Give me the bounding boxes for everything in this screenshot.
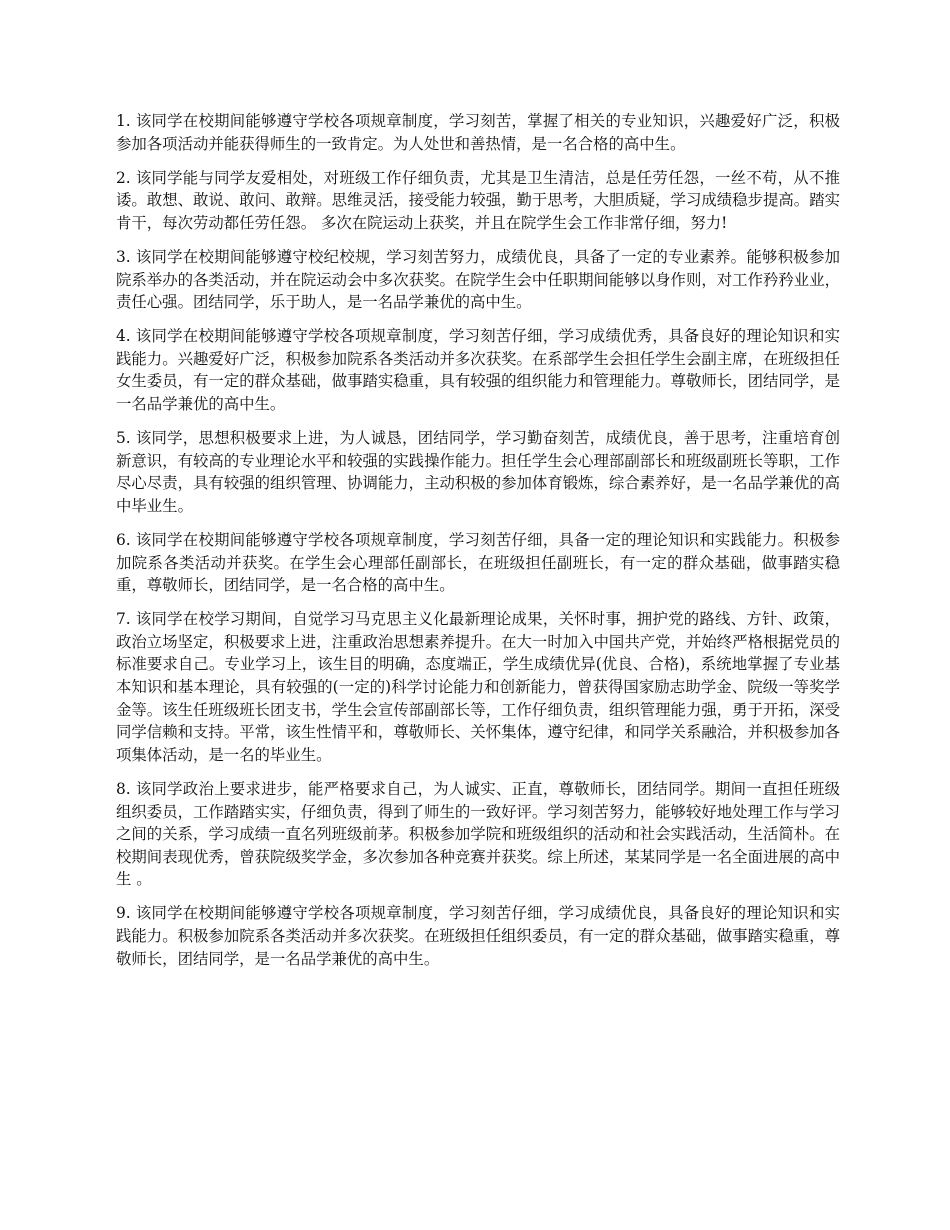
comment-paragraph-1: 1. 该同学在校期间能够遵守学校各项规章制度，学习刻苦，掌握了相关的专业知识，兴趣爱好广泛，积极参加各项活动并能获得师生的一致肯定。为人处世和善热情，是一名合格的高中生。: [116, 112, 840, 153]
comment-paragraph-9: 9. 该同学在校期间能够遵守学校各项规章制度，学习刻苦仔细，学习成绩优良，具备良好的理论知识和实践能力。积极参加院系各类活动并多次获奖。在班级担任组织委员，有一定的群众基础，做事踏实稳重，尊敬师长，团结同学，是一名品学兼优的高中生。: [116, 904, 840, 968]
comment-paragraph-8: 8. 该同学政治上要求进步，能严格要求自己，为人诚实、正直，尊敬师长，团结同学。期间一直担任班级组织委员，工作踏踏实实，仔细负责，得到了师生的一致好评。学习刻苦努力，能够较好地处理工作与学习之间的关系，学习成绩一直名列班级前茅。积极参加学院和班级组织的活动和社会实践活动，生活简朴。在校期间表现优秀，曾获院级奖学金，多次参加各种竞赛并获奖。综上所述，某某同学是一名全面进展的高中生 。: [116, 779, 840, 889]
comment-paragraph-6: 6. 该同学在校期间能够遵守学校各项规章制度，学习刻苦仔细，具备一定的理论知识和实践能力。积极参加院系各类活动并获奖。在学生会心理部任副部长，在班级担任副班长，有一定的群众基础，做事踏实稳重，尊敬师长，团结同学，是一名合格的高中生。: [116, 531, 840, 595]
comment-paragraph-4: 4. 该同学在校期间能够遵守学校各项规章制度，学习刻苦仔细，学习成绩优秀，具备良好的理论知识和实践能力。兴趣爱好广泛，积极参加院系各类活动并多次获奖。在系部学生会担任学生会副主席，在班级担任女生委员，有一定的群众基础，做事踏实稳重，具有较强的组织能力和管理能力。尊敬师长，团结同学，是一名品学兼优的高中生。: [116, 327, 840, 414]
comment-paragraph-5: 5. 该同学，思想积极要求上进，为人诚恳，团结同学，学习勤奋刻苦，成绩优良，善于思考，注重培育创新意识，有较高的专业理论水平和较强的实践操作能力。担任学生会心理部副部长和班级副班长等职，工作尽心尽责，具有较强的组织管理、协调能力，主动积极的参加体育锻炼，综合素养好，是一名品学兼优的高中毕业生。: [116, 429, 840, 515]
comment-paragraph-7: 7. 该同学在校学习期间，自觉学习马克思主义化最新理论成果，关怀时事，拥护党的路线、方针、政策，政治立场坚定，积极要求上进，注重政治思想素养提升。在大一时加入中国共产党，并始终严格根据党员的标准要求自己。专业学习上，该生目的明确，态度端正，学生成绩优异(优良、合格)，系统地掌握了专业基本知识和基本理论，具有较强的(一定的)科学讨论能力和创新能力，曾获得国家励志助学金、院级一等奖学金等。该生任班级班长团支书，学生会宣传部副部长等，工作仔细负责，组织管理能力强，勇于开拓，深受同学信赖和支持。平常，该生性情平和，尊敬师长、关怀集体，遵守纪律，和同学关系融洽，并积极参加各项集体活动，是一名的毕业生。: [116, 610, 840, 764]
document-body: [116, 110, 840, 982]
comment-paragraph-3: 3. 该同学在校期间能够遵守校纪校规，学习刻苦努力，成绩优良，具备了一定的专业素养。能够积极参加院系举办的各类活动，并在院运动会中多次获奖。在院学生会中任职期间能够以身作则，对工作矜矜业业，责任心强。团结同学，乐于助人，是一名品学兼优的高中生。: [116, 247, 840, 312]
comment-paragraph-2: 2. 该同学能与同学友爱相处，对班级工作仔细负责，尤其是卫生清洁，总是任劳任怨，一丝不苟，从不推诿。敢想、敢说、敢问、敢辩。思维灵活，接受能力较强，勤于思考，大胆质疑，学习成绩稳步提高。踏实肯干，每次劳动都任劳任怨。 多次在院运动上获奖，并且在院学生会工作非常仔细，努力!: [116, 168, 840, 232]
